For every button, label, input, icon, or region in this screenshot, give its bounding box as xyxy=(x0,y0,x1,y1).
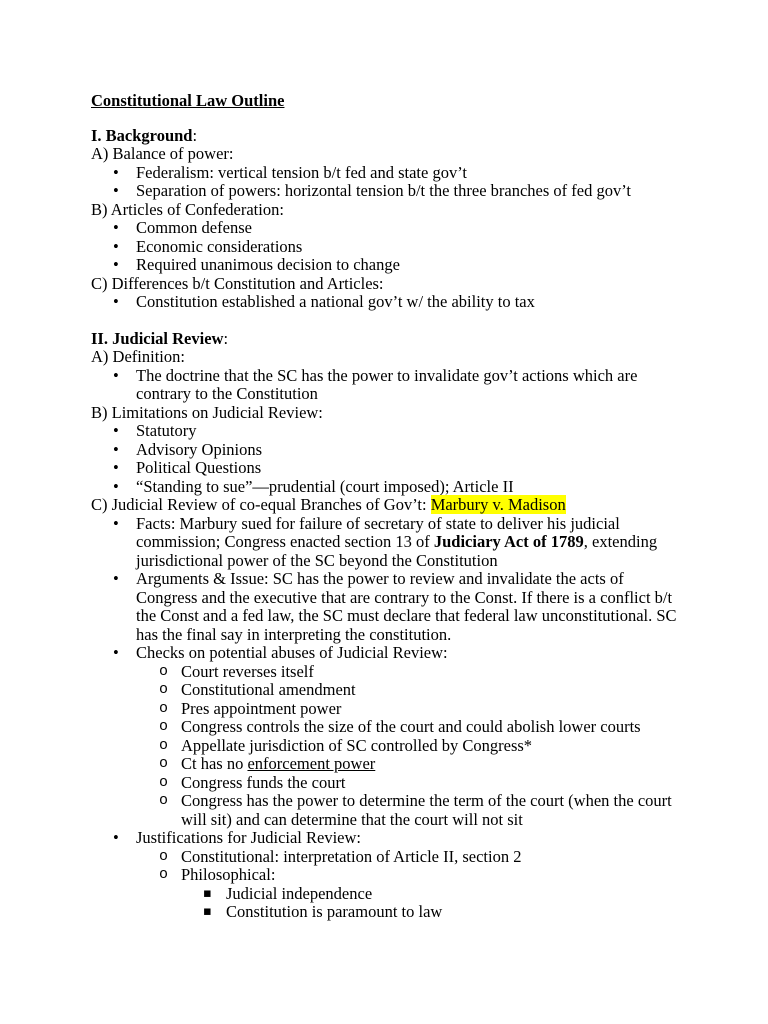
sub-list-item-text: Constitutional amendment xyxy=(181,680,356,699)
circle-bullet-marker: o xyxy=(159,773,169,791)
section-heading-judicial-review xyxy=(0,330,768,349)
list-item xyxy=(0,829,768,848)
sub-sub-list-item xyxy=(0,903,768,922)
spacer xyxy=(0,312,768,330)
subsection-label xyxy=(0,201,768,220)
list-item-text: Arguments & Issue: SC has the power to review and invalidate the acts of xyxy=(136,569,624,588)
title-row xyxy=(0,92,768,111)
list-item xyxy=(0,164,768,183)
circle-bullet-marker: o xyxy=(159,662,169,680)
sub-list-item xyxy=(0,848,768,867)
bullet-marker: • xyxy=(113,236,119,256)
list-item xyxy=(0,219,768,238)
sub-list-item-text: will sit) and can determine that the court will not sit xyxy=(181,809,523,829)
bullet-marker: • xyxy=(113,292,119,311)
square-bullet-marker: ▪ xyxy=(203,885,212,901)
sub-sub-list-item-text: Constitution is paramount to law xyxy=(226,902,443,921)
list-item xyxy=(0,515,768,534)
sub-list-item-text: Pres appointment power xyxy=(181,698,342,718)
subsection-label-text: C) Judicial Review of co-equal Branches of Gov’t: xyxy=(91,495,431,514)
list-item-continuation xyxy=(0,607,768,626)
list-item-text: Checks on potential abuses of Judicial Review: xyxy=(136,643,448,662)
circle-bullet-marker: o xyxy=(159,699,169,717)
circle-bullet-marker: o xyxy=(159,736,169,754)
sub-list-item-text: Constitutional: interpretation of Article II, section 2 xyxy=(181,846,522,866)
bullet-marker: • xyxy=(113,162,119,182)
subsection-label xyxy=(0,496,768,515)
bullet-marker: • xyxy=(113,255,119,274)
square-bullet-marker: ▪ xyxy=(203,904,212,919)
list-item xyxy=(0,422,768,441)
circle-bullet-marker: o xyxy=(159,792,169,809)
bullet-marker: • xyxy=(113,828,119,847)
sub-list-item-text: Ct has no xyxy=(181,754,248,773)
sub-list-item-text: Congress has the power to determine the term of the court (when the court xyxy=(181,791,672,810)
subsection-label xyxy=(0,275,768,294)
sub-list-item xyxy=(0,718,768,737)
list-item xyxy=(0,441,768,460)
circle-bullet-marker: o xyxy=(159,681,169,698)
list-item-text: “Standing to sue”—prudential (court imposed); Article II xyxy=(136,476,514,496)
sub-list-item xyxy=(0,755,768,774)
sub-list-item xyxy=(0,737,768,756)
section-heading-colon: : xyxy=(192,125,198,145)
subsection-label-text: B) Limitations on Judicial Review: xyxy=(91,402,323,422)
underlined-phrase: enforcement power xyxy=(247,754,376,773)
list-item xyxy=(0,256,768,275)
circle-bullet-marker: o xyxy=(159,847,169,865)
list-item xyxy=(0,293,768,312)
sub-sub-list-item xyxy=(0,885,768,904)
subsection-label-text: A) Balance of power: xyxy=(91,144,234,163)
bullet-marker: • xyxy=(113,439,119,459)
list-item-text: The doctrine that the SC has the power to invalidate gov’t actions which are xyxy=(136,365,638,385)
bullet-marker: • xyxy=(113,476,119,496)
list-item-continuation xyxy=(0,552,768,571)
sub-list-item xyxy=(0,700,768,719)
circle-bullet-marker: o xyxy=(159,755,169,772)
bullet-marker: • xyxy=(113,421,119,440)
sub-list-item-continuation xyxy=(0,811,768,830)
section-heading-text: I. Background xyxy=(91,125,193,145)
circle-bullet-marker: o xyxy=(159,866,169,883)
sub-list-item-text: Appellate jurisdiction of SC controlled by Congress* xyxy=(181,735,533,755)
list-item xyxy=(0,570,768,589)
list-item-text: Constitution established a national gov’t w/ the ability to tax xyxy=(136,292,535,311)
list-item-continuation xyxy=(0,385,768,404)
list-item-continuation xyxy=(0,533,768,552)
bullet-marker: • xyxy=(113,643,119,662)
circle-bullet-marker: o xyxy=(159,718,169,735)
list-item-continuation xyxy=(0,589,768,608)
list-item-text: , extending xyxy=(583,532,658,551)
subsection-label-text: C) Differences b/t Constitution and Articles: xyxy=(91,273,384,293)
subsection-label xyxy=(0,145,768,164)
bullet-marker: • xyxy=(113,458,119,477)
sub-list-item xyxy=(0,792,768,811)
subsection-label-text: A) Definition: xyxy=(91,347,185,366)
bullet-marker: • xyxy=(113,181,119,200)
section-heading-text: II. Judicial Review xyxy=(91,328,224,348)
section-heading-colon: : xyxy=(223,328,229,348)
subsection-label-text: B) Articles of Confederation: xyxy=(91,199,284,219)
sub-list-item-text: Congress funds the court xyxy=(181,772,346,792)
bullet-marker: • xyxy=(113,569,119,588)
sub-list-item-text: Philosophical: xyxy=(181,865,276,884)
list-item-text: Separation of powers: horizontal tension b/t the three branches of fed gov’t xyxy=(136,181,632,200)
sub-list-item xyxy=(0,774,768,793)
list-item-text: Common defense xyxy=(136,218,252,237)
subsection-label xyxy=(0,404,768,423)
list-item-text: Economic considerations xyxy=(136,236,303,256)
section-heading-background xyxy=(0,127,768,146)
list-item xyxy=(0,459,768,478)
bold-act-name: Judiciary Act of 1789 xyxy=(433,532,584,551)
list-item xyxy=(0,182,768,201)
highlighted-case-name: Marbury v. Madison xyxy=(430,495,566,514)
list-item-text: the Const and a fed law, the SC must declare that federal law unconstitutional. SC xyxy=(136,606,677,625)
sub-sub-list-item-text: Judicial independence xyxy=(226,883,373,903)
sub-list-item xyxy=(0,663,768,682)
sub-list-item-text: Congress controls the size of the court and could abolish lower courts xyxy=(181,717,641,736)
list-item-text: Required unanimous decision to change xyxy=(136,255,400,274)
list-item-text: has the final say in interpreting the constitution. xyxy=(136,624,452,644)
bullet-marker: • xyxy=(113,218,119,237)
list-item-text: Congress and the executive that are contrary to the Const. If there is a conflict b/t xyxy=(136,587,673,607)
list-item-text: Political Questions xyxy=(136,458,262,477)
list-item-text: Statutory xyxy=(136,421,197,440)
list-item xyxy=(0,478,768,497)
subsection-label xyxy=(0,348,768,367)
list-item xyxy=(0,644,768,663)
list-item-text: commission; Congress enacted section 13 of xyxy=(136,532,434,551)
sub-list-item xyxy=(0,681,768,700)
list-item-text: jurisdictional power of the SC beyond the Constitution xyxy=(136,550,498,570)
bullet-marker: • xyxy=(113,513,119,533)
bullet-marker: • xyxy=(113,365,119,385)
sub-list-item xyxy=(0,866,768,885)
list-item xyxy=(0,238,768,257)
list-item xyxy=(0,367,768,386)
spacer xyxy=(0,111,768,127)
list-item-text: Federalism: vertical tension b/t fed and state gov’t xyxy=(136,162,467,182)
list-item-text: Advisory Opinions xyxy=(136,439,263,459)
sub-list-item-text: Court reverses itself xyxy=(181,661,314,681)
list-item-text: Facts: Marbury sued for failure of secretary of state to deliver his judicial xyxy=(136,513,620,533)
list-item-text: Justifications for Judicial Review: xyxy=(136,828,361,847)
document-title: Constitutional Law Outline xyxy=(91,91,285,110)
list-item-continuation xyxy=(0,626,768,645)
list-item-text: contrary to the Constitution xyxy=(136,384,318,403)
